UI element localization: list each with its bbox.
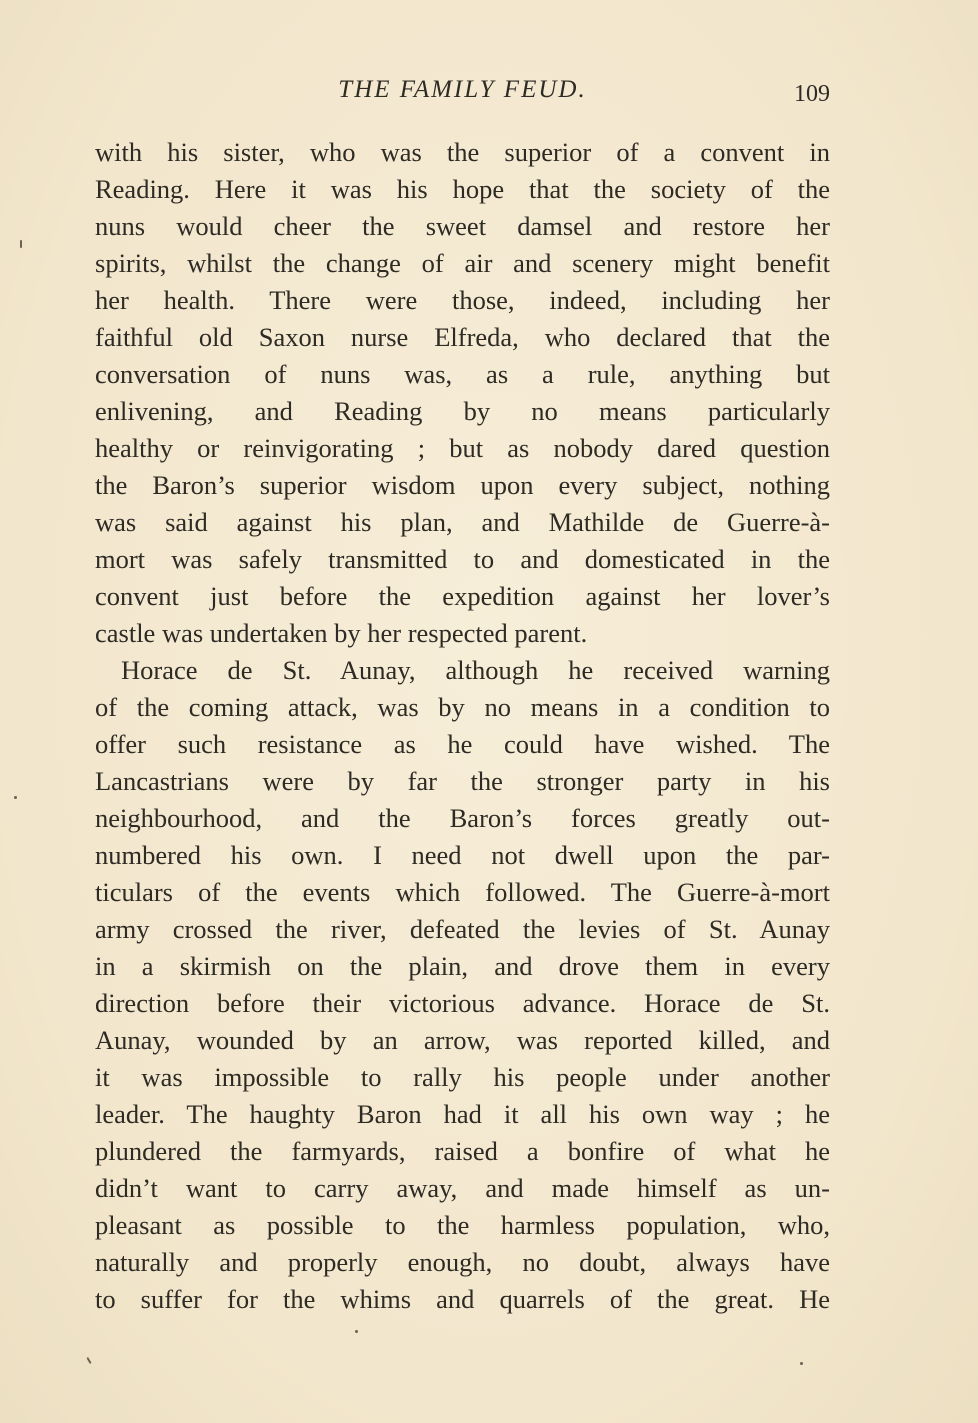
text-line: to suffer for the whims and quarrels of the great. He [95,1284,830,1314]
text-line: her health. There were those, indeed, including her [95,285,830,315]
text-line: enlivening, and Reading by no means particularly [95,396,830,426]
paper-speck [14,796,17,799]
text-line: Horace de St. Aunay, although he received warning [121,655,830,685]
text-line: convent just before the expedition against her lover’s [95,581,830,611]
running-title: THE FAMILY FEUD. [338,76,587,103]
text-line: pleasant as possible to the harmless population, who, [95,1210,830,1240]
text-line: it was impossible to rally his people under another [95,1062,830,1092]
text-line: naturally and properly enough, no doubt, always have [95,1247,830,1277]
text-line: Lancastrians were by far the stronger party in his [95,766,830,796]
text-line: of the coming attack, was by no means in a condition to [95,692,830,722]
text-line: with his sister, who was the superior of a convent in [95,137,830,167]
paper-speck [355,1330,358,1333]
paragraph-1 [95,134,830,652]
text-line: plundered the farmyards, raised a bonfire of what he [95,1136,830,1166]
text-line: nuns would cheer the sweet damsel and restore her [95,211,830,241]
text-line: neighbourhood, and the Baron’s forces greatly out- [95,803,830,833]
text-line: spirits, whilst the change of air and scenery might benefit [95,248,830,278]
text-line: offer such resistance as he could have wished. The [95,729,830,759]
paper-speck [800,1362,803,1365]
text-line: Reading. Here it was his hope that the society of the [95,174,830,204]
text-line: healthy or reinvigorating ; but as nobody dared question [95,433,830,463]
text-line: castle was undertaken by her respected parent. [95,618,588,648]
page-number: 109 [794,81,830,107]
text-line: was said against his plan, and Mathilde de Guerre-à- [95,507,830,537]
text-line: ticulars of the events which followed. The Guerre-à-mort [95,877,830,907]
paper-speck [86,1357,91,1364]
text-line: leader. The haughty Baron had it all his own way ; he [95,1099,830,1129]
text-line: didn’t want to carry away, and made himself as un- [95,1173,830,1203]
paper-speck [20,240,22,248]
text-line: in a skirmish on the plain, and drove them in every [95,951,830,981]
text-line: Aunay, wounded by an arrow, was reported killed, and [95,1025,830,1055]
body-text [95,134,830,1318]
text-line: faithful old Saxon nurse Elfreda, who declared that the [95,322,830,352]
text-line: direction before their victorious advance. Horace de St. [95,988,830,1018]
text-line: mort was safely transmitted to and domesticated in the [95,544,830,574]
text-line: the Baron’s superior wisdom upon every subject, nothing [95,470,830,500]
text-line: numbered his own. I need not dwell upon the par- [95,840,830,870]
text-line: army crossed the river, defeated the levies of St. Aunay [95,914,830,944]
page-header [95,70,830,110]
text-line: conversation of nuns was, as a rule, anything but [95,359,830,389]
paragraph-2 [95,652,830,1318]
